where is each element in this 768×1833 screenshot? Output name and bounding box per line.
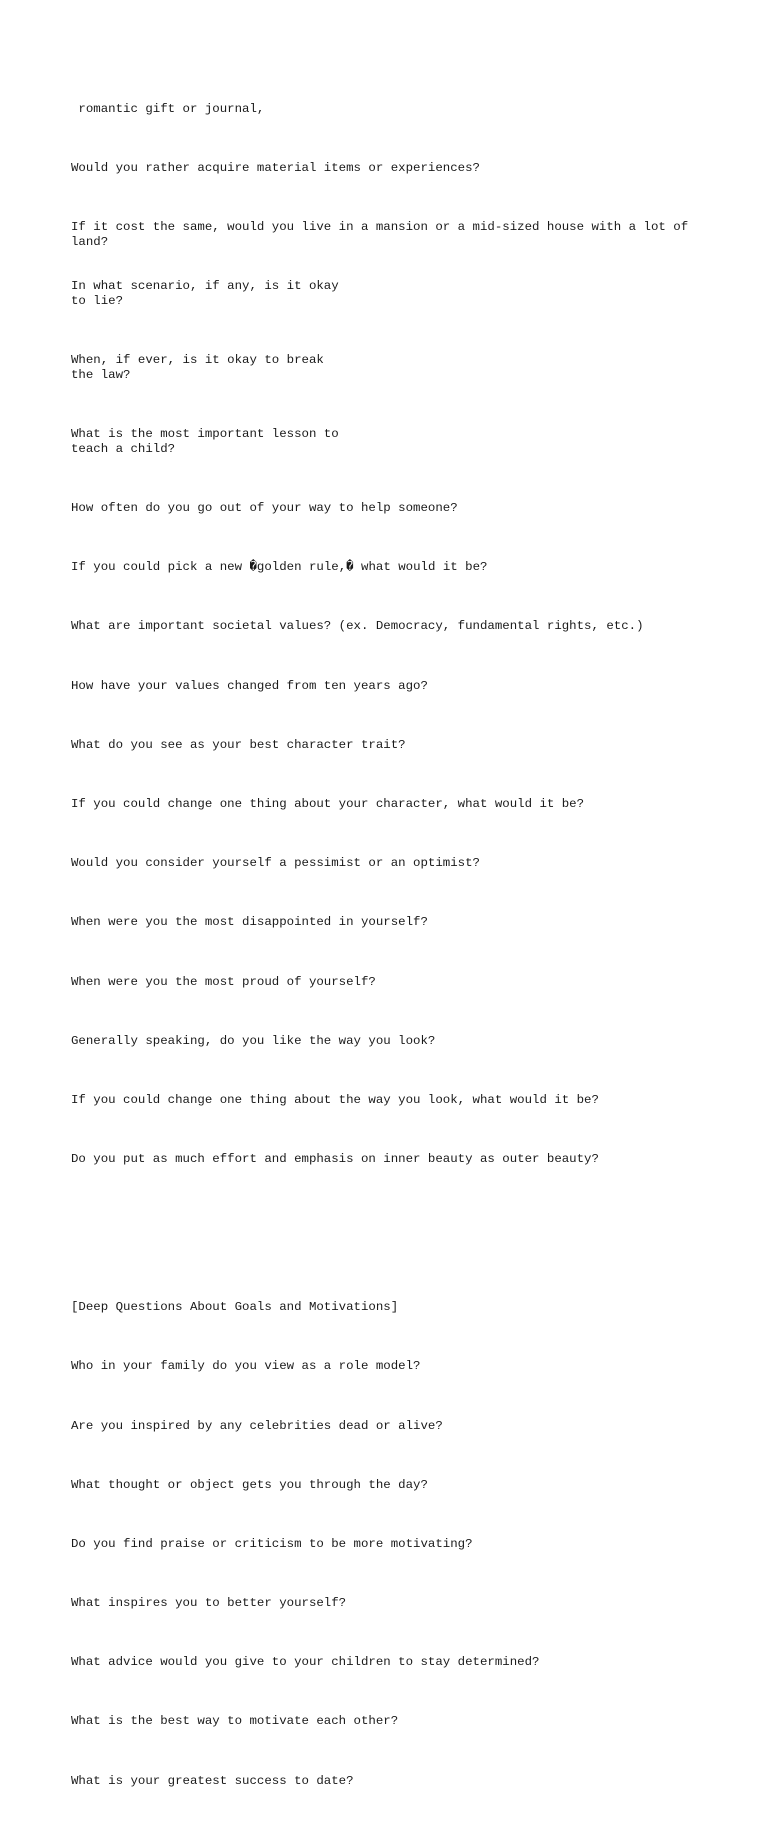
text-line: Who in your family do you view as a role model? xyxy=(71,1359,421,1374)
text-line: What do you see as your best character trait? xyxy=(71,737,406,752)
text-line: Would you rather acquire material items or experiences? xyxy=(71,160,480,175)
text-line: What is the most important lesson to teach a child? xyxy=(71,427,339,456)
text-line: What is the best way to motivate each other? xyxy=(71,1714,399,1729)
text-line: Would you consider yourself a pessimist or an optimist? xyxy=(71,856,480,871)
text-line: What is your greatest success to date? xyxy=(71,1773,354,1788)
text-line: Are you inspired by any celebrities dead or alive? xyxy=(71,1418,443,1433)
text-line: Do you put as much effort and emphasis on inner beauty as outer beauty? xyxy=(71,1152,599,1167)
text-line: If you could pick a new �golden rule,� what would it be? xyxy=(71,560,488,575)
document-body xyxy=(71,72,751,1833)
section-spacer xyxy=(71,1226,751,1256)
text-line: How often do you go out of your way to help someone? xyxy=(71,501,458,516)
section-heading: [Deep Questions About Goals and Motivations] xyxy=(71,1300,399,1315)
text-line: How have your values changed from ten years ago? xyxy=(71,678,428,693)
text-line: Do you find praise or criticism to be more motivating? xyxy=(71,1536,473,1551)
text-line: In what scenario, if any, is it okay to lie? xyxy=(71,279,339,308)
text-line: What advice would you give to your children to stay determined? xyxy=(71,1655,540,1670)
text-line: What thought or object gets you through the day? xyxy=(71,1477,428,1492)
text-line: If it cost the same, would you live in a mansion or a mid-sized house with a lot of land? xyxy=(71,219,689,249)
text-line: What are important societal values? (ex. Democracy, fundamental rights, etc.) xyxy=(71,619,644,634)
text-line: What inspires you to better yourself? xyxy=(71,1596,347,1611)
text-line: When were you the most proud of yourself? xyxy=(71,974,376,989)
text-line: Generally speaking, do you like the way you look? xyxy=(71,1033,436,1048)
text-line: romantic gift or journal, xyxy=(71,101,265,116)
text-line: If you could change one thing about your character, what would it be? xyxy=(71,797,585,812)
text-line: When, if ever, is it okay to break the law? xyxy=(71,353,324,382)
text-line: If you could change one thing about the way you look, what would it be? xyxy=(71,1092,599,1107)
text-line: When were you the most disappointed in yourself? xyxy=(71,915,428,930)
